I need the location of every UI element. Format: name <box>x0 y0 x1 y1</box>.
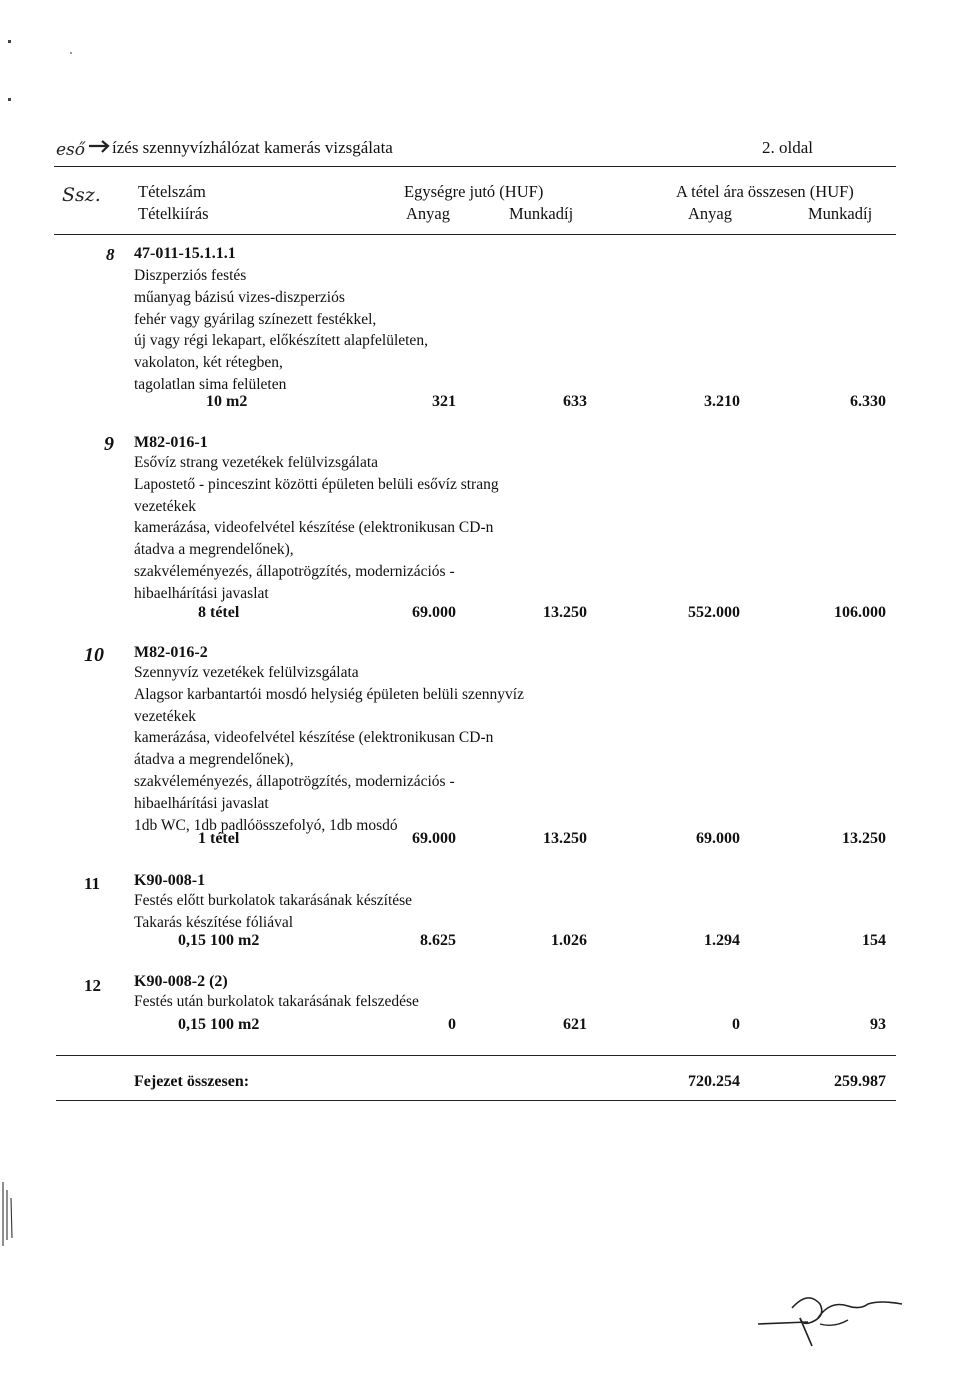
item-total-material-8: 3.210 <box>704 393 740 410</box>
item-unit-material-8: 321 <box>432 393 456 410</box>
description-line: 1db WC, 1db padlóösszefolyó, 1db mosdó <box>134 816 398 834</box>
summary-top-rule <box>56 1055 896 1056</box>
column-unit-price-group: Egységre jutó (HUF) <box>404 182 544 201</box>
item-unit-labor-11: 1.026 <box>551 932 587 949</box>
item-unit-labor-9: 13.250 <box>543 604 587 621</box>
signature-scribble <box>756 1288 906 1359</box>
description-line: vezetékek <box>134 497 196 515</box>
description-line: tagolatlan sima felületen <box>134 375 287 393</box>
description-line: Festés után burkolatok takarásának felszedése <box>134 993 419 1010</box>
description-line: Alagsor karbantartói mosdó helysiég épületen belüli szennyvíz <box>134 685 524 703</box>
description-line: Festés előtt burkolatok takarásának készítése <box>134 892 413 909</box>
item-unit-material-10: 69.000 <box>412 830 456 847</box>
item-total-material-11: 1.294 <box>704 932 740 949</box>
item-total-material-12: 0 <box>732 1016 740 1033</box>
handwritten-title-prefix: eső <box>56 140 86 160</box>
item-total-labor-8: 6.330 <box>850 393 886 410</box>
description-line: vakolaton, két rétegben, <box>134 354 283 372</box>
item-total-material-10: 69.000 <box>696 830 740 847</box>
item-code-12: K90-008-2 (2) <box>134 973 228 990</box>
item-number-10: 10 <box>84 644 104 666</box>
item-description-12 <box>134 991 419 1013</box>
chapter-total-label: Fejezet összesen: <box>134 1073 250 1090</box>
chapter-total-labor: 259.987 <box>834 1073 886 1090</box>
description-line: szakvéleményezés, állapotrögzítés, modernizációs - <box>134 772 455 790</box>
item-total-labor-9: 106.000 <box>834 604 886 621</box>
description-line: Takarás készítése fóliával <box>134 913 294 931</box>
description-line: szakvéleményezés, állapotrögzítés, modernizációs - <box>134 562 455 580</box>
column-item-code: Tételszám <box>138 182 206 201</box>
description-line: Esővíz strang vezetékek felülvizsgálata <box>134 454 379 471</box>
item-code-9: M82-016-1 <box>134 434 208 451</box>
item-total-labor-11: 154 <box>862 932 886 949</box>
description-line: fehér vagy gyárilag színezett festékkel, <box>134 310 377 328</box>
item-unit-material-11: 8.625 <box>420 932 456 949</box>
description-line: hibaelhárítási javaslat <box>134 584 269 602</box>
scan-speck <box>70 52 72 54</box>
item-unit-material-9: 69.000 <box>412 604 456 621</box>
column-total-material: Anyag <box>688 204 732 223</box>
scan-speck <box>8 98 11 101</box>
description-line: kamerázása, videofelvétel készítése (elektronikusan CD-n <box>134 519 494 537</box>
item-number-9: 9 <box>104 433 114 455</box>
item-unit-labor-10: 13.250 <box>543 830 587 847</box>
item-description-11 <box>134 890 412 934</box>
item-code-8: 47-011-15.1.1.1 <box>134 245 236 262</box>
item-quantity-12: 0,15 100 m2 <box>178 1016 260 1033</box>
item-description-8 <box>134 265 428 396</box>
description-line: átadva a megrendelőnek), <box>134 751 294 769</box>
description-line: Diszperziós festés <box>134 267 247 284</box>
description-line: Szennyvíz vezetékek felülvizsgálata <box>134 664 359 681</box>
item-number-11: 11 <box>84 874 101 893</box>
column-unit-material: Anyag <box>406 204 450 223</box>
summary-bottom-rule <box>56 1100 896 1101</box>
description-line: műanyag bázisú vizes-diszperziós <box>134 288 345 306</box>
item-number-12: 12 <box>84 976 101 995</box>
column-item-description: Tételkiírás <box>138 204 209 223</box>
description-line: új vagy régi lekapart, előkészített alapfelületen, <box>134 332 428 350</box>
item-total-labor-12: 93 <box>870 1016 886 1033</box>
description-line: átadva a megrendelőnek), <box>134 541 294 559</box>
item-quantity-10: 1 tétel <box>198 830 240 847</box>
item-unit-labor-8: 633 <box>563 393 587 410</box>
description-line: Lapostető - pinceszint közötti épületen belüli esővíz strang <box>134 475 499 493</box>
item-code-11: K90-008-1 <box>134 872 206 889</box>
item-code-10: M82-016-2 <box>134 644 208 661</box>
column-no-handwritten: Ssz. <box>62 184 101 206</box>
page-number: 2. oldal <box>762 138 813 157</box>
item-total-labor-10: 13.250 <box>842 830 886 847</box>
header-rule <box>54 166 896 167</box>
binding-marks <box>0 1180 20 1255</box>
scan-speck <box>8 40 11 43</box>
item-description-9 <box>134 452 499 605</box>
column-total-group: A tétel ára összesen (HUF) <box>676 182 854 201</box>
arrow-icon <box>88 140 110 159</box>
column-unit-labor: Munkadíj <box>509 204 574 223</box>
chapter-total-material: 720.254 <box>688 1073 740 1090</box>
description-line: vezetékek <box>134 707 196 725</box>
description-line: kamerázása, videofelvétel készítése (elektronikusan CD-n <box>134 729 494 747</box>
item-quantity-11: 0,15 100 m2 <box>178 932 260 949</box>
page-title: ízés szennyvízhálózat kamerás vizsgálata <box>112 138 393 157</box>
item-quantity-9: 8 tétel <box>198 604 240 621</box>
column-total-labor: Munkadíj <box>808 204 873 223</box>
item-unit-material-12: 0 <box>448 1016 456 1033</box>
item-unit-labor-12: 621 <box>563 1016 587 1033</box>
item-quantity-8: 10 m2 <box>206 393 248 410</box>
item-number-8: 8 <box>106 245 115 264</box>
columns-rule <box>54 234 896 235</box>
description-line: hibaelhárítási javaslat <box>134 794 269 812</box>
item-total-material-9: 552.000 <box>688 604 740 621</box>
item-description-10 <box>134 662 524 836</box>
